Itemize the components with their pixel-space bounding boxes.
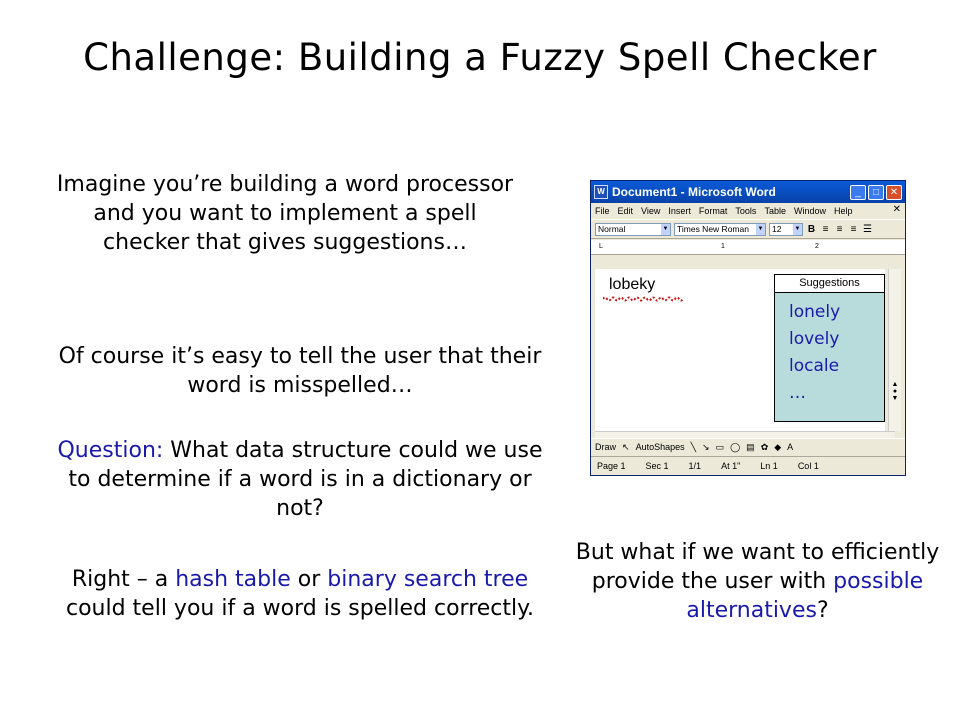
answer-text-1: Right – a <box>71 567 176 592</box>
clipart-icon[interactable]: ✿ <box>760 441 769 452</box>
word-window-title: Document1 - Microsoft Word <box>612 185 776 199</box>
question-paragraph <box>50 436 550 523</box>
formatting-toolbar <box>591 219 905 239</box>
question-label: Question: <box>57 438 164 463</box>
menu-help[interactable]: Help <box>833 206 853 216</box>
slide-title: Challenge: Building a Fuzzy Spell Checker <box>83 36 877 79</box>
tab-stop-icon[interactable]: L <box>599 243 603 250</box>
misspelled-paragraph: Of course it’s easy to tell the user that their word is misspelled… <box>58 344 542 398</box>
autoshapes-menu[interactable]: AutoShapes <box>635 442 685 452</box>
menu-table[interactable]: Table <box>764 206 786 216</box>
ruler <box>591 240 905 255</box>
size-value: 12 <box>772 224 782 234</box>
list-icon[interactable]: ☰ <box>863 223 872 235</box>
misspelled-word[interactable]: lobeky <box>609 276 656 293</box>
status-at: At 1" <box>721 461 741 471</box>
justify-icon[interactable]: ≡ <box>850 223 857 235</box>
oval-icon[interactable]: ◯ <box>730 441 741 452</box>
scroll-down-icon[interactable]: ▼ <box>891 395 899 402</box>
word-titlebar <box>591 181 905 203</box>
menu-window[interactable]: Window <box>793 206 826 216</box>
suggestions-panel <box>774 274 885 422</box>
vertical-scrollbar[interactable] <box>888 269 901 431</box>
chevron-down-icon: ▼ <box>793 224 802 235</box>
font-select[interactable] <box>674 223 766 236</box>
rectangle-icon[interactable]: ▭ <box>715 441 725 452</box>
ruler-mark-2: 2 <box>815 243 819 250</box>
menu-edit[interactable]: Edit <box>617 206 634 216</box>
maximize-button[interactable]: □ <box>868 185 884 200</box>
status-bar <box>591 456 905 475</box>
word-app-icon: W <box>594 185 608 199</box>
minimize-button[interactable]: _ <box>850 185 866 200</box>
status-line: Ln 1 <box>760 461 778 471</box>
answer-paragraph <box>40 565 560 623</box>
hash-table-term: hash table <box>175 567 291 592</box>
answer-text-2: or <box>290 567 328 592</box>
suggestion-item[interactable]: lonely <box>789 302 841 322</box>
size-select[interactable] <box>769 223 803 236</box>
bold-icon[interactable]: B <box>807 223 816 235</box>
possible-alternatives-term: possible alternatives <box>686 569 924 623</box>
alternatives-text-1: But what if we want to efficiently provide the user with <box>575 540 940 594</box>
alternatives-text-2: ? <box>816 598 829 623</box>
align-center-icon[interactable]: ≡ <box>836 223 843 235</box>
chevron-down-icon: ▼ <box>661 224 670 235</box>
line-icon[interactable]: ╲ <box>690 441 697 452</box>
status-pages: 1/1 <box>688 461 702 471</box>
menu-view[interactable]: View <box>641 206 661 216</box>
menu-format[interactable]: Format <box>698 206 728 216</box>
word-menubar <box>591 203 905 219</box>
menu-tools[interactable]: Tools <box>735 206 757 216</box>
question-text: What data structure could we use to determine if a word is in a dictionary or not? <box>68 438 543 521</box>
suggestion-item[interactable]: lovely <box>789 329 840 349</box>
textbox-icon[interactable]: ▤ <box>746 441 755 452</box>
status-col: Col 1 <box>797 461 819 471</box>
spelling-squiggle <box>603 296 683 302</box>
doc-close-icon[interactable]: ✕ <box>892 204 901 215</box>
scroll-up-icon[interactable]: ▲ <box>891 381 899 388</box>
suggestions-list <box>789 299 884 407</box>
suggestions-header: Suggestions <box>775 275 884 293</box>
status-section: Sec 1 <box>645 461 669 471</box>
chevron-down-icon: ▼ <box>756 224 765 235</box>
align-left-icon[interactable]: ≡ <box>822 223 829 235</box>
drawing-toolbar <box>591 438 905 455</box>
suggestion-item[interactable]: … <box>789 383 806 403</box>
cursor-icon[interactable]: ↖ <box>622 441 630 452</box>
menu-insert[interactable]: Insert <box>668 206 691 216</box>
font-value: Times New Roman <box>677 224 749 234</box>
style-value: Normal <box>598 224 626 234</box>
fill-color-icon[interactable]: ◆ <box>774 441 782 452</box>
status-page: Page 1 <box>597 461 626 471</box>
word-window <box>590 180 906 476</box>
ruler-mark-1: 1 <box>721 243 725 250</box>
answer-text-3: could tell you if a word is spelled correctly. <box>65 596 535 621</box>
close-button[interactable]: ✕ <box>886 185 902 200</box>
alternatives-paragraph <box>575 538 940 625</box>
scroll-dot-icon[interactable]: ● <box>892 388 898 395</box>
arrow-icon[interactable]: ↘ <box>702 441 710 452</box>
intro-paragraph: Imagine you’re building a word processor and you want to implement a spell checker that gives suggestions… <box>56 172 514 255</box>
draw-menu[interactable]: Draw <box>595 442 617 452</box>
suggestion-item[interactable]: locale <box>789 356 840 376</box>
font-color-icon[interactable]: A <box>787 442 794 452</box>
bst-term: binary search tree <box>327 567 529 592</box>
style-select[interactable] <box>595 223 671 236</box>
menu-file[interactable]: File <box>595 206 610 216</box>
